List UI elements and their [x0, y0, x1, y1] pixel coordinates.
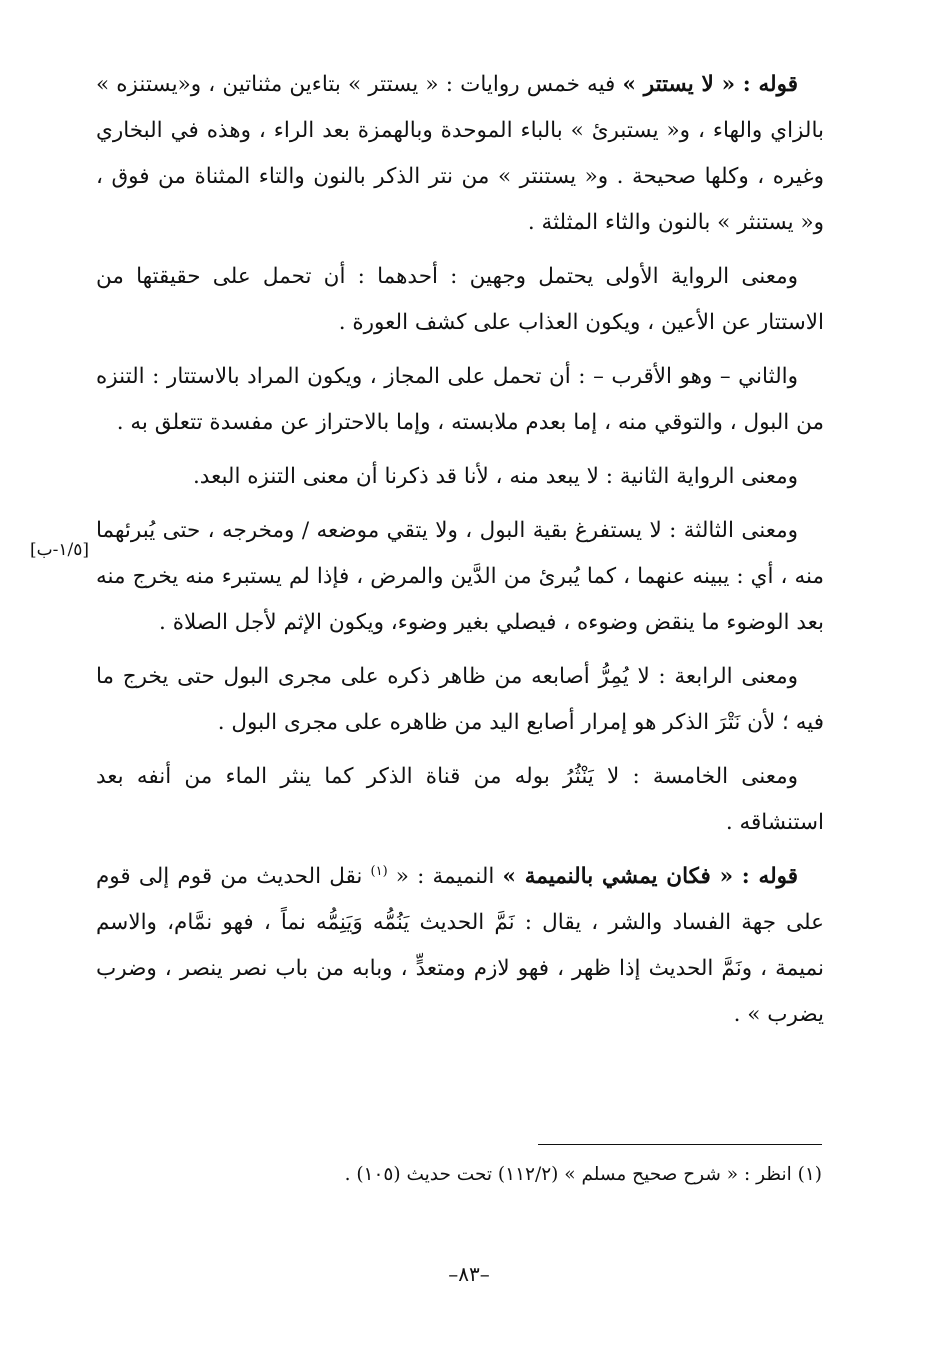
paragraph-text: ومعنى الرواية الأولى يحتمل وجهين : أحدهما : أن تحمل على حقيقتها من الاستتار عن الأعين ، ويكون العذاب على كشف العورة . — [96, 264, 824, 335]
paragraph-lead: قوله : « لا يستتر » — [622, 72, 798, 97]
paragraph-text: نقل الحديث من قوم إلى قوم على جهة الفساد والشر ، يقال : نَمَّ الحديث يَنُمُّه وَيَنِمُّه نماً ، فهو نمَّام، والاسم نميمة ، ونَمَّ الحديث إذا ظهر ، فهو لازم ومتعدٍّ ، وبابه من باب نصر ينصر ، وضرب يضرب » . — [96, 864, 824, 1027]
paragraph-text: ومعنى الرابعة : لا يُمِرُّ أصابعه من ظاهر ذكره على مجرى البول حتى يخرج ما فيه ؛ لأن نَتْرَ الذكر هو إمرار أصابع اليد من ظاهره على مجرى البول . — [96, 664, 824, 735]
footnote: (١) انظر : « شرح صحيح مسلم » (١١٢/٢) تحت حديث (١٠٥) . — [344, 1164, 822, 1185]
footnote-divider — [538, 1144, 822, 1145]
paragraph-7 — [96, 754, 824, 846]
paragraph-5 — [96, 508, 824, 646]
paragraph-1 — [96, 62, 824, 246]
footnote-reference[interactable]: (١) — [370, 863, 388, 879]
paragraph-text: والثاني – وهو الأقرب – : أن تحمل على المجاز ، ويكون المراد بالاستتار : التنزه من البول ، والتوقي منه ، إما بعدم ملابسته ، وإما بالاحتراز عن مفسدة تتعلق به . — [96, 364, 824, 435]
main-text — [96, 62, 824, 1046]
margin-manuscript-reference: [١/٥-ب] — [30, 540, 90, 560]
paragraph-3 — [96, 354, 824, 446]
paragraph-text: النميمة : « — [387, 864, 503, 889]
paragraph-4 — [96, 454, 824, 500]
paragraph-2 — [96, 254, 824, 346]
paragraph-text: فيه خمس روايات : « يستتر » بتاءين مثناتين ، و«يستنزه » بالزاي والهاء ، و« يستبرئ » بالباء الموحدة وبالهمزة بعد الراء ، وهذه في البخاري وغيره ، وكلها صحيحة . و« يستنتر » من نتر الذكر بالنون والتاء المثناة من فوق ، و« يستنثر » بالنون والثاء المثلثة . — [96, 72, 824, 235]
paragraph-text: ومعنى الثالثة : لا يستفرغ بقية البول ، ولا يتقي موضعه / ومخرجه ، حتى يُبرئهما منه ، أي : يبينه عنهما ، كما يُبرئ من الدَّين والمرض ، فإذا لم يستبرء منه يخرج منه بعد الوضوء ما ينقض وضوءه ، فيصلي بغير وضوء، ويكون الإثم لأجل الصلاة . — [96, 518, 824, 635]
paragraph-lead: قوله : « فكان يمشي بالنميمة » — [502, 864, 799, 889]
page-number: –٨٣– — [448, 1262, 490, 1286]
paragraph-8 — [96, 854, 824, 1038]
paragraph-text: ومعنى الخامسة : لا يَنْثُرُ بوله من قناة الذكر كما ينثر الماء من أنفه بعد استنشاقه . — [96, 764, 824, 835]
paragraph-text: ومعنى الرواية الثانية : لا يبعد منه ، لأنا قد ذكرنا أن معنى التنزه البعد. — [192, 464, 798, 489]
paragraph-6 — [96, 654, 824, 746]
